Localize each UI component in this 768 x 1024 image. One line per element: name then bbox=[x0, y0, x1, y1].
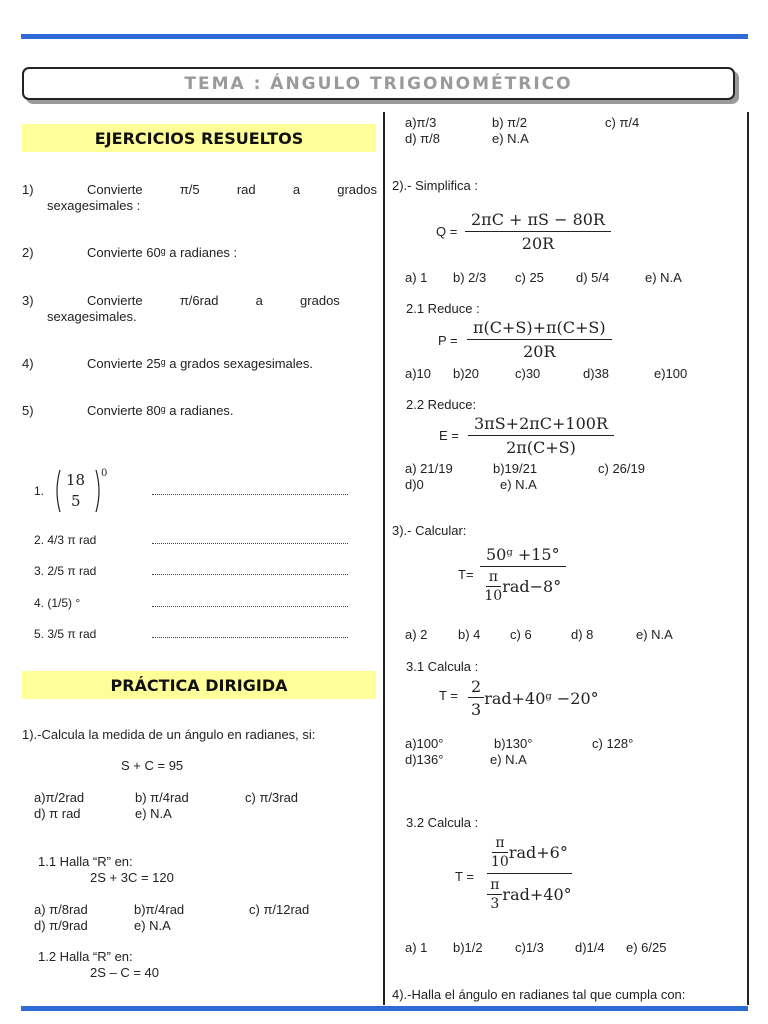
q22-title: 2.2 Reduce: bbox=[406, 397, 477, 412]
practica-header: PRÁCTICA DIRIGIDA bbox=[22, 671, 376, 699]
option: b) π/4rad bbox=[135, 790, 189, 805]
exercise-2-label: 2. 4/3 π rad bbox=[34, 533, 97, 547]
option: c)1/3 bbox=[515, 940, 544, 955]
option: d) 5/4 bbox=[576, 270, 610, 285]
resuelto-1-line bbox=[87, 182, 377, 198]
option: e) N.A bbox=[134, 918, 171, 933]
option: b) 2/3 bbox=[453, 270, 487, 285]
q32-top-pi: π bbox=[492, 835, 507, 853]
resuelto-1-word: a bbox=[292, 182, 301, 197]
option: a) 2 bbox=[405, 627, 428, 642]
option: c) 128° bbox=[592, 736, 634, 751]
q32-fraction bbox=[487, 835, 572, 912]
resuelto-3-num: 3) bbox=[22, 293, 34, 308]
option: a) 21/19 bbox=[405, 461, 453, 476]
option: c) π/3rad bbox=[245, 790, 299, 805]
q3-den-rest: rad−8° bbox=[502, 577, 562, 596]
q32-title: 3.2 Calcula : bbox=[406, 815, 479, 830]
q32-denominator bbox=[487, 874, 571, 912]
resuelto-4-text: Convierte 25ᵍ a grados sexagesimales. bbox=[87, 356, 314, 371]
resuelto-3-line bbox=[87, 293, 377, 309]
q31-lhs: T = bbox=[439, 688, 458, 703]
option: e)100 bbox=[654, 366, 688, 381]
option: a) π/8rad bbox=[34, 902, 88, 917]
q3-lhs: T= bbox=[458, 567, 474, 582]
option: e) N.A bbox=[490, 752, 527, 767]
answer-line bbox=[152, 597, 348, 607]
exercise-4-label: 4. (1/5) ° bbox=[34, 596, 81, 610]
top-rule bbox=[21, 34, 748, 39]
q3-den-pi: π bbox=[486, 569, 501, 587]
q21-denominator: 20R bbox=[523, 342, 556, 361]
resueltos-header: EJERCICIOS RESUELTOS bbox=[22, 124, 376, 152]
right-border bbox=[747, 112, 749, 1005]
q22-denominator: 2π(C+S) bbox=[506, 438, 576, 457]
option: e) N.A bbox=[500, 477, 537, 492]
resuelto-1-word: Convierte bbox=[87, 182, 143, 197]
q21-fraction bbox=[467, 318, 612, 361]
option: d) 8 bbox=[571, 627, 594, 642]
q21-title: 2.1 Reduce : bbox=[406, 301, 480, 316]
option: c) π/4 bbox=[605, 115, 640, 130]
resuelto-5-text: Convierte 80ᵍ a radianes. bbox=[87, 403, 234, 418]
q31-frac-den: 3 bbox=[471, 700, 482, 719]
q22-fraction bbox=[468, 414, 614, 457]
p1-text: 1).-Calcula la medida de un ángulo en radianes, si: bbox=[22, 727, 316, 742]
option: a)10 bbox=[405, 366, 432, 381]
q3-den-ten: 10 bbox=[484, 588, 503, 604]
resuelto-2-text: Convierte 60ᵍ a radianes : bbox=[87, 245, 238, 260]
q21-lhs: P = bbox=[438, 333, 458, 348]
q31-frac-num: 2 bbox=[468, 677, 484, 698]
option: b)19/21 bbox=[493, 461, 538, 476]
q32-bot-den: 3 bbox=[490, 896, 500, 912]
answer-line bbox=[152, 565, 348, 575]
option: a)π/2rad bbox=[34, 790, 85, 805]
p1-equation: S + C = 95 bbox=[121, 758, 184, 773]
page-title: TEMA : ÁNGULO TRIGONOMÉTRICO bbox=[22, 67, 735, 100]
option: c) π/12rad bbox=[249, 902, 310, 917]
option: e) N.A bbox=[645, 270, 682, 285]
q2-title: 2).- Simplifica : bbox=[392, 178, 478, 193]
q32-bot-pi: π bbox=[487, 877, 502, 895]
resuelto-1-word: grados bbox=[337, 182, 377, 197]
q2-lhs: Q = bbox=[436, 224, 458, 239]
q3-denominator bbox=[484, 567, 561, 604]
q22-lhs: E = bbox=[439, 428, 459, 443]
option: a)π/3 bbox=[405, 115, 437, 130]
option: e) N.A bbox=[135, 806, 172, 821]
resuelto-1-cont: sexagesimales : bbox=[47, 198, 141, 213]
q32-bot-rest: rad+40° bbox=[502, 885, 572, 904]
option: c)30 bbox=[515, 366, 541, 381]
q31-rest: rad+40ᵍ −20° bbox=[484, 688, 599, 708]
q2-fraction bbox=[465, 210, 611, 253]
option: c) 6 bbox=[510, 627, 532, 642]
resuelto-3-word: π/6rad bbox=[179, 293, 219, 308]
p12-equation: 2S – C = 40 bbox=[90, 965, 160, 980]
option: a) 1 bbox=[405, 270, 428, 285]
resuelto-2-num: 2) bbox=[22, 245, 34, 260]
exercise-3-label: 3. 2/5 π rad bbox=[34, 564, 97, 578]
option: b)π/4rad bbox=[134, 902, 185, 917]
q21-numerator: π(C+S)+π(C+S) bbox=[467, 318, 612, 340]
option: d)38 bbox=[583, 366, 610, 381]
exercise-1-label: 1. bbox=[34, 484, 45, 498]
q22-numerator: 3πS+2πC+100R bbox=[468, 414, 614, 436]
exercise-1-matrix bbox=[54, 468, 102, 514]
bottom-rule bbox=[21, 1006, 748, 1011]
option: e) N.A bbox=[636, 627, 673, 642]
resuelto-4-num: 4) bbox=[22, 356, 34, 371]
p11-title: 1.1 Halla “R” en: bbox=[38, 854, 133, 869]
q3-numerator: 50ᵍ +15° bbox=[480, 545, 566, 567]
exercise-1-exponent: 0 bbox=[101, 468, 108, 479]
q2-denominator: 20R bbox=[521, 234, 555, 253]
q32-top-rest: rad+6° bbox=[508, 843, 568, 862]
answer-line bbox=[152, 485, 348, 495]
option: b)20 bbox=[453, 366, 480, 381]
option: d) π/9rad bbox=[34, 918, 88, 933]
q32-lhs: T = bbox=[455, 869, 474, 884]
exercise-1-bottom: 5 bbox=[71, 492, 81, 510]
resuelto-3-word: grados bbox=[300, 293, 340, 308]
option: d) π rad bbox=[34, 806, 81, 821]
answer-line bbox=[152, 534, 348, 544]
resuelto-3-cont: sexagesimales. bbox=[47, 309, 137, 324]
option: a) 1 bbox=[405, 940, 428, 955]
option: c) 26/19 bbox=[598, 461, 645, 476]
resuelto-1-word: rad bbox=[236, 182, 256, 197]
p12-title: 1.2 Halla “R” en: bbox=[38, 949, 133, 964]
option: d) π/8 bbox=[405, 131, 440, 146]
option: d)1/4 bbox=[575, 940, 605, 955]
q3-title: 3).- Calcular: bbox=[392, 523, 467, 538]
q4-title: 4).-Halla el ángulo en radianes tal que cumpla con: bbox=[392, 987, 686, 1002]
resuelto-3-word: Convierte bbox=[87, 293, 143, 308]
option: a)100° bbox=[405, 736, 444, 751]
exercise-1-top: 18 bbox=[66, 471, 86, 489]
option: b) π/2 bbox=[492, 115, 527, 130]
answer-line bbox=[152, 628, 348, 638]
option: e) 6/25 bbox=[626, 940, 667, 955]
exercise-5-label: 5. 3/5 π rad bbox=[34, 627, 97, 641]
column-divider bbox=[383, 112, 385, 1005]
q31-expression bbox=[468, 677, 599, 719]
option: d)0 bbox=[405, 477, 424, 492]
option: b) 4 bbox=[458, 627, 481, 642]
resuelto-3-word: a bbox=[255, 293, 263, 308]
option: b)1/2 bbox=[453, 940, 483, 955]
p11-equation: 2S + 3C = 120 bbox=[90, 870, 174, 885]
option: c) 25 bbox=[515, 270, 544, 285]
option: d)136° bbox=[405, 752, 444, 767]
resuelto-1-word: π/5 bbox=[179, 182, 200, 197]
option: e) N.A bbox=[492, 131, 529, 146]
option: b)130° bbox=[494, 736, 533, 751]
resuelto-1-num: 1) bbox=[22, 182, 34, 197]
resuelto-5-num: 5) bbox=[22, 403, 34, 418]
q32-numerator bbox=[487, 835, 572, 874]
q31-title: 3.1 Calcula : bbox=[406, 659, 479, 674]
q32-top-den: 10 bbox=[491, 854, 509, 870]
q2-numerator: 2πC + πS − 80R bbox=[465, 210, 611, 232]
q3-fraction bbox=[480, 545, 566, 604]
